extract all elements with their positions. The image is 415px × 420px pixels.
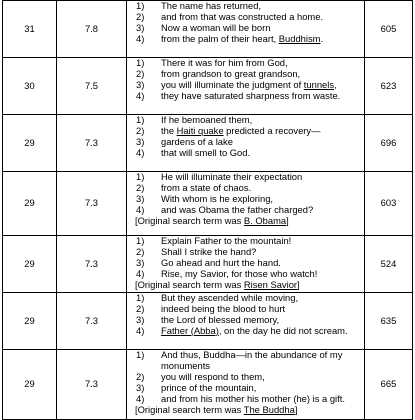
text-segment: Shall I strike the hand? [161,245,257,257]
table-row [3,350,413,420]
text-segment: The name has returned, [161,0,262,11]
text-segment: they have saturated sharpness from waste. [161,89,341,101]
text-segment: . [320,32,324,44]
verse-line [129,34,362,45]
text-segment: and from that was constructed a home. [161,10,324,22]
line-number: 2 ) [129,247,161,258]
rank-cell: 29 [3,293,57,350]
rank-cell: 29 [3,115,57,172]
score-cell: 7.3 [57,172,127,236]
verse-cell [127,58,365,115]
table-row [3,236,413,293]
table-row [3,172,413,236]
line-number: 3 ) [129,315,161,326]
text-segment: the [161,124,177,136]
value-cell: 665 [365,350,413,420]
verse-cell [127,115,365,172]
results-table [2,0,413,420]
rank-cell: 30 [3,58,57,115]
line-number: 4 ) [129,34,161,45]
text-segment: Now a woman will be born [161,21,271,33]
line-number: 1 ) [129,1,161,12]
line-text [161,148,362,159]
table-row [3,115,413,172]
text-segment: There it was for him from God, [161,57,288,68]
search-term-highlight: Haiti quake [176,124,224,136]
line-number: 3 ) [129,23,161,34]
verse-cell [127,293,365,350]
original-search-term: B. Obama [243,214,287,226]
text-segment: , on the day he did not scream. [218,324,348,336]
rank-cell: 29 [3,350,57,420]
original-search-term-note [129,280,362,291]
verse-cell [127,350,365,420]
line-text [161,91,362,102]
rank-cell: 31 [3,1,57,58]
score-cell: 7.8 [57,1,127,58]
text-segment: But they ascended while moving, [161,292,299,303]
rank-cell: 29 [3,236,57,293]
value-cell: 524 [365,236,413,293]
line-number: 4 ) [129,326,161,337]
line-text [161,326,362,337]
line-number: 2 ) [129,126,161,137]
line-number: 4 ) [129,205,161,216]
text-segment: prince of the mountain, [161,381,257,393]
line-number: 1 ) [129,58,161,69]
line-number: 1 ) [129,293,161,304]
text-segment: , [334,78,337,90]
line-text [161,350,362,372]
text-segment: Explain Father to the mountain! [161,235,292,246]
note-prefix: [Original search term was [135,214,244,226]
note-suffix: ] [297,278,300,290]
score-cell: 7.3 [57,293,127,350]
note-suffix: ] [294,403,298,415]
text-segment: Go ahead and hurt the hand. [161,256,281,268]
text-segment: predicted a recovery— [223,124,321,136]
original-search-term: The Buddha [243,403,295,415]
line-number: 3 ) [129,137,161,148]
score-cell: 7.5 [57,58,127,115]
text-segment: indeed being the blood to hurt [161,302,286,314]
line-number: 2 ) [129,372,161,383]
line-number: 4 ) [129,394,161,405]
search-term-highlight: tunnels [303,78,335,90]
value-cell: 605 [365,1,413,58]
original-search-term-note [129,216,362,227]
table-row [3,1,413,58]
line-number: 4 ) [129,91,161,102]
note-prefix: [Original search term was [135,403,244,415]
line-number: 2 ) [129,12,161,23]
score-cell: 7.3 [57,236,127,293]
note-suffix: ] [286,214,289,226]
score-cell: 7.3 [57,350,127,420]
table-row [3,293,413,350]
search-term-highlight: Buddhism [278,32,321,44]
text-segment: If he bemoaned them, [161,114,253,125]
text-segment: And thus, Buddha—in the abundance of my monuments [161,349,343,371]
text-segment: and was Obama the father charged? [161,203,314,215]
line-number: 1 ) [129,236,161,247]
text-segment: gardens of a lake [161,135,233,147]
verse-line [129,350,362,372]
line-number: 4 ) [129,148,161,159]
score-cell: 7.3 [57,115,127,172]
text-segment: from the palm of their heart, [161,32,279,44]
text-segment: the Lord of blessed memory, [161,313,280,325]
text-segment: With whom is he exploring, [161,192,274,204]
verse-line [129,326,362,337]
text-segment: you will illuminate the judgment of [161,78,304,90]
table-row [3,58,413,115]
line-text [161,34,362,45]
line-number: 3 ) [129,383,161,394]
text-segment: He will illuminate their expectation [161,171,303,182]
line-number: 3 ) [129,80,161,91]
text-segment: you will respond to them, [161,370,265,382]
value-cell: 696 [365,115,413,172]
verse-cell [127,236,365,293]
text-segment: Rise, my Savior, for those who watch! [161,267,318,279]
value-cell: 635 [365,293,413,350]
text-segment: and from his mother his mother (he) is a gift. [161,392,345,404]
rank-cell: 29 [3,172,57,236]
original-search-term: Risen Savior [243,278,298,290]
line-number: 1 ) [129,172,161,183]
note-prefix: [Original search term was [135,278,244,290]
value-cell: 623 [365,58,413,115]
verse-line [129,91,362,102]
search-term-highlight: Father (Abba) [161,324,219,336]
verse-cell [127,172,365,236]
verse-line [129,148,362,159]
line-number: 1 ) [129,115,161,126]
value-cell: 603 [365,172,413,236]
text-segment: from a state of chaos. [161,181,252,193]
line-number: 2 ) [129,304,161,315]
line-number: 4 ) [129,269,161,280]
original-search-term-note [129,405,362,416]
line-number: 1 ) [129,350,161,372]
text-segment: that will smell to God. [161,146,251,158]
line-number: 2 ) [129,69,161,80]
results-table-body [3,1,413,420]
text-segment: from grandson to great grandson, [161,67,301,79]
line-number: 3 ) [129,258,161,269]
line-number: 2 ) [129,183,161,194]
verse-cell [127,1,365,58]
line-number: 3 ) [129,194,161,205]
